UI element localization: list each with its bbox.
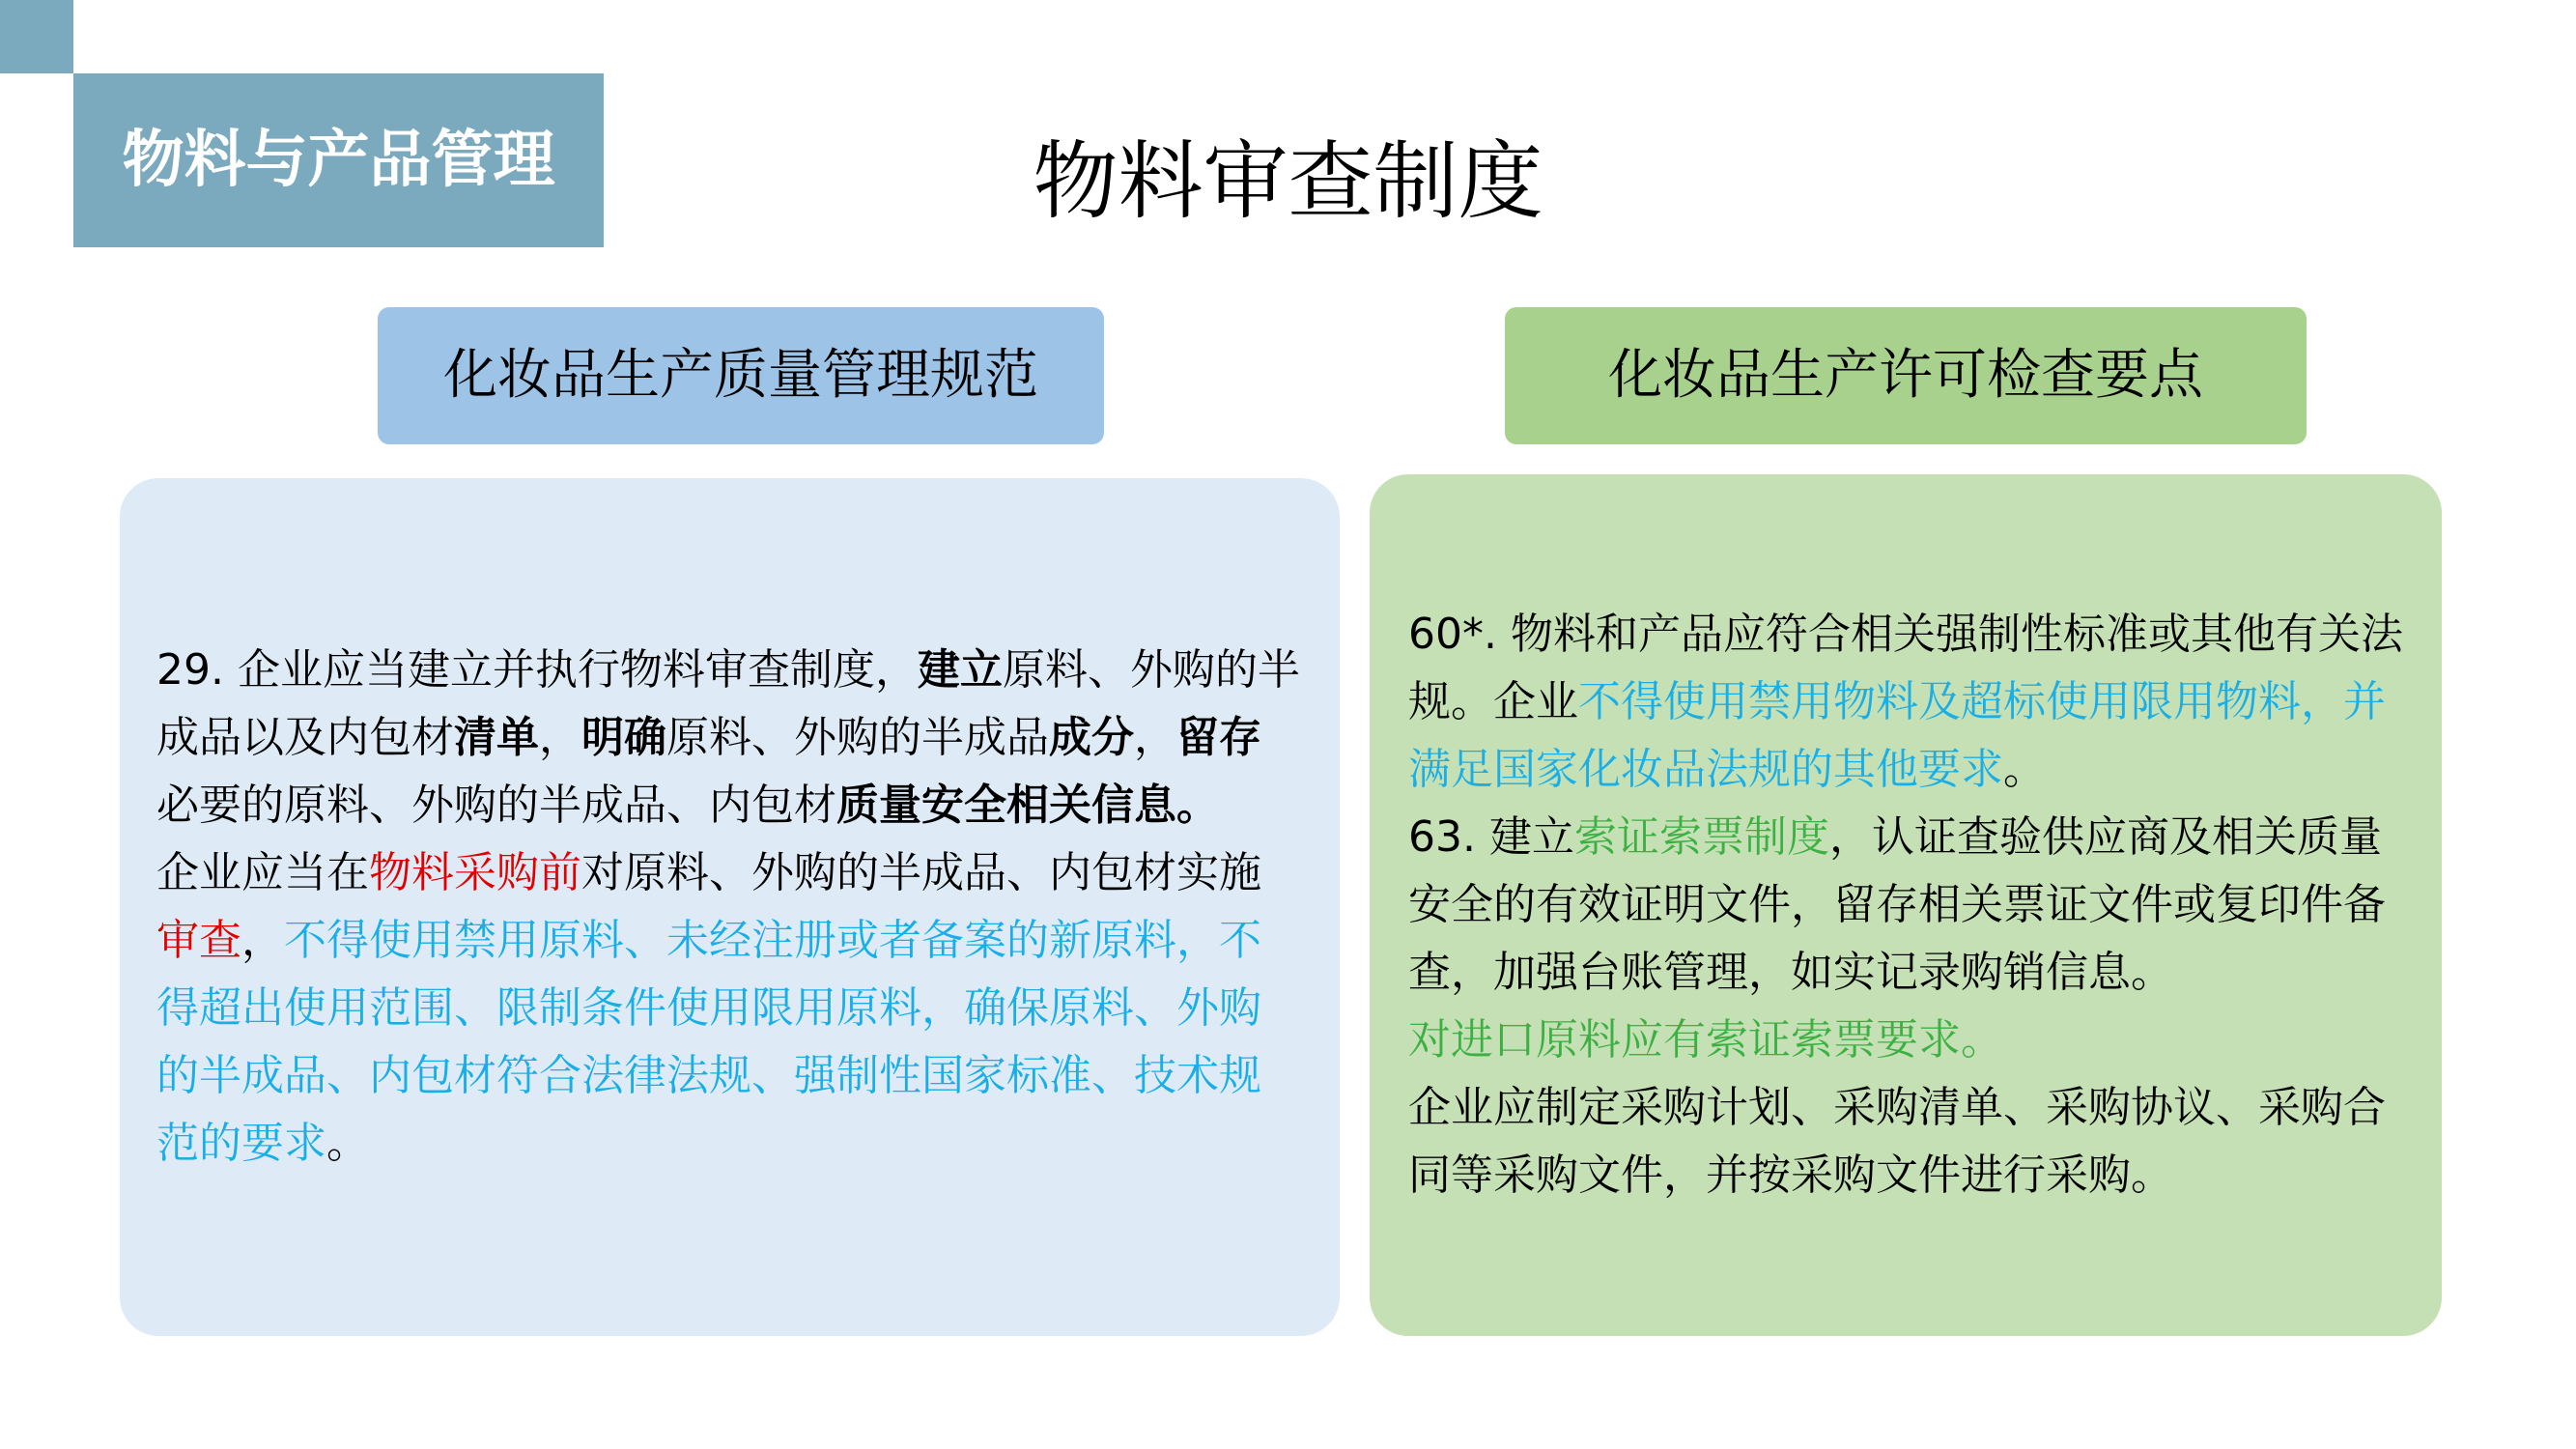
- right-seg-green: 对进口原料应有索证索票要求。: [1408, 1015, 2003, 1065]
- left-seg: ，: [1134, 713, 1176, 762]
- right-seg: 60*. 物料和产品应符合相关强制性标准或其他有关法规。企业: [1408, 610, 2403, 726]
- left-seg: ，: [539, 713, 581, 762]
- section-tag: 物料与产品管理: [73, 73, 604, 247]
- left-seg-red: 物料采购前: [369, 848, 581, 897]
- left-seg: 原料、外购的半成品: [666, 713, 1049, 762]
- left-seg: 29. 企业应当建立并执行物料审查制度，: [156, 645, 918, 695]
- page-title: 物料审查制度: [1033, 131, 1543, 231]
- left-seg: ，: [241, 916, 284, 965]
- left-seg-bold: 清单: [454, 713, 539, 762]
- right-seg: ，认证查验供应商及相关质量安全的有效证明文件，留存相关票证文件或复印件备查，加强台账管理，如实记录购销信息。: [1408, 812, 2386, 997]
- left-heading: 化妆品生产质量管理规范: [378, 307, 1104, 444]
- right-seg-blue: 不得使用禁用物料及超标使用限用物料，并满足国家化妆品法规的其他要求: [1408, 677, 2386, 794]
- right-seg: 。: [2003, 745, 2046, 794]
- corner-accent: [0, 0, 73, 73]
- left-seg-bold: 质量安全相关信息。: [836, 781, 1219, 830]
- right-panel: [1370, 474, 2442, 1336]
- left-seg-red: 审查: [156, 916, 241, 965]
- left-seg-bold: 明确: [581, 713, 666, 762]
- left-paragraph: [156, 637, 1303, 1178]
- right-heading: 化妆品生产许可检查要点: [1505, 307, 2307, 444]
- right-seg: 企业应制定采购计划、采购清单、采购协议、采购合同等采购文件，并按采购文件进行采购。: [1408, 1083, 2386, 1200]
- left-seg: 。: [326, 1119, 369, 1168]
- right-paragraph: [1408, 601, 2403, 1209]
- left-seg-blue: 不得使用禁用原料、未经注册或者备案的新原料，不得超出使用范围、限制条件使用限用原料，确保原料、外购的半成品、内包材符合法律法规、强制性国家标准、技术规范的要求: [156, 916, 1261, 1168]
- left-seg: 对原料、外购的半成品、内包材实施: [581, 848, 1261, 897]
- left-seg: 原料、外购的半成品以及内包材: [156, 645, 1300, 762]
- left-seg-bold: 留存: [1176, 713, 1261, 762]
- left-seg-bold: 成分: [1049, 713, 1134, 762]
- left-seg: 必要的原料、外购的半成品、内包材: [156, 781, 836, 830]
- left-seg-bold: 建立: [917, 645, 1003, 695]
- left-seg: 企业应当在: [156, 848, 369, 897]
- left-panel: [120, 478, 1340, 1336]
- right-seg: 63. 建立: [1408, 812, 1574, 862]
- right-seg-green: 索证索票制度: [1573, 812, 1829, 862]
